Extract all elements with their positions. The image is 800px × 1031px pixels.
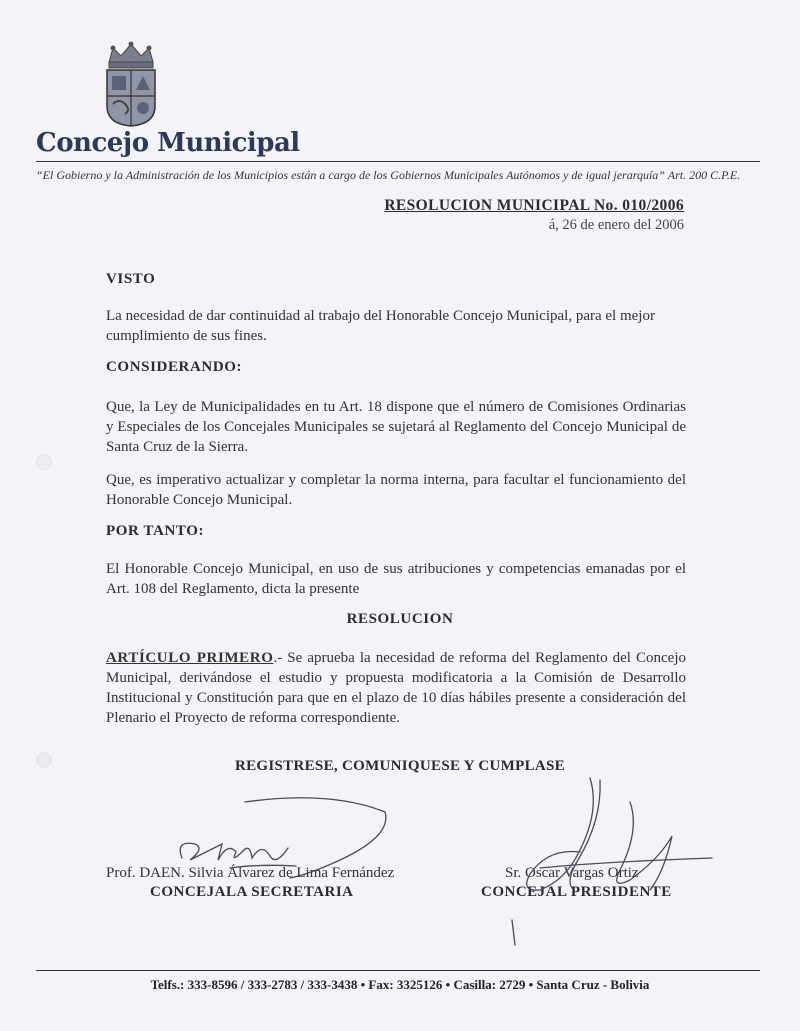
organization-name: Concejo Municipal [36,128,300,158]
visto-heading: VISTO [106,271,156,287]
signatory-right-name: Sr. Oscar Vargas Ortiz [505,865,639,881]
por-tanto-heading: POR TANTO: [106,523,205,539]
resolution-number: RESOLUCION MUNICIPAL No. 010/2006 [384,197,684,214]
considerando-paragraph-2: Que, es imperativo actualizar y completar la norma interna, para facultar el funcionamiento del Honorable Concejo Municipal. [106,472,686,508]
signatory-left-role: CONCEJALA SECRETARIA [150,884,354,900]
signatory-left-name: Prof. DAEN. Silvia Álvarez de Lima Fernández [106,865,395,881]
header-motto: “El Gobierno y la Administración de los Municipios están a cargo de los Gobiernos Municipales Autónomos y de igual jerarquía” Art. 200 C.P.E. [36,168,741,182]
signatory-right-role: CONCEJAL PRESIDENTE [481,884,672,900]
resolucion-heading: RESOLUCION [346,611,454,627]
header-divider [36,161,760,162]
considerando-paragraph-1: Que, la Ley de Municipalidades en tu Art. 18 dispone que el número de Comisiones Ordinarias y Especiales de los Concejales Municipales se sujetará al Reglamento del Concejo Municipal de Santa Cruz de la Sierra. [106,399,686,455]
resolution-date: á, 26 de enero del 2006 [548,217,684,233]
considerando-heading: CONSIDERANDO: [106,359,243,375]
footer-divider [36,970,760,971]
punch-hole-top [36,454,52,470]
article-text: .- Se aprueba la necesidad de reforma del Reglamento del Concejo Municipal, derivándose el estudio y propuesta modificatoria a la Comisión de Desarrollo Institucional y Constitución para que en el plazo de 10 días hábiles presente a consideración del Plenario el Proyecto de reforma correspondiente. [106,650,686,726]
visto-paragraph: La necesidad de dar continuidad al trabajo del Honorable Concejo Municipal, para el mejor cumplimiento de sus fines. [106,308,655,344]
article-label: ARTÍCULO PRIMERO [106,650,274,666]
article-paragraph [106,648,686,728]
por-tanto-paragraph: El Honorable Concejo Municipal, en uso de sus atribuciones y competencias emanadas por el Art. 108 del Reglamento, dicta la presente [106,561,686,597]
coat-of-arms-icon [103,40,159,128]
closing-formula: REGISTRESE, COMUNIQUESE Y CUMPLASE [235,758,565,774]
footer-contact: Telfs.: 333-8596 / 333-2783 / 333-3438 • Fax: 3325126 • Casilla: 2729 • Santa Cruz - Bolivia [150,977,650,992]
